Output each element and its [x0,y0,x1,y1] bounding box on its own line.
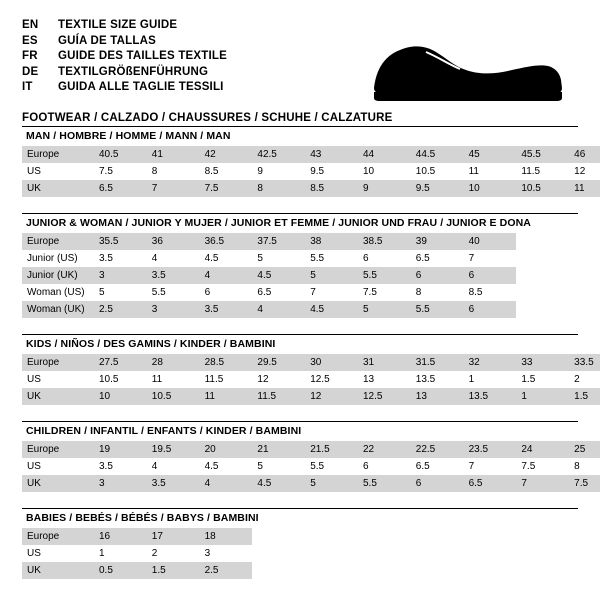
size-cell: 22 [358,441,411,458]
size-cell: 22.5 [411,441,464,458]
language-code: EN [22,19,39,31]
size-cell [252,545,305,562]
size-cell: 8.5 [468,287,483,298]
table-row [22,475,600,492]
section-title: BABIES / BEBÉS / BÉBÉS / BABYS / BAMBINI [22,508,578,528]
table-row [22,233,600,250]
size-cell: 7 [516,475,569,492]
row-label: US [27,548,41,559]
size-cell: 5.5 [151,287,166,298]
size-cell: 5.5 [358,475,411,492]
size-cell: 13.5 [415,374,436,385]
size-cell: 31 [358,354,411,371]
table-row [22,301,600,318]
size-cell: 7.5 [99,166,113,177]
size-cell: 4.5 [252,475,305,492]
size-cell [411,562,464,579]
section-title: JUNIOR & WOMAN / JUNIOR Y MUJER / JUNIOR ET FEMME / JUNIOR UND FRAU / JUNIOR E DONA [22,213,578,233]
size-cell: 21.5 [305,441,358,458]
size-cell [516,284,569,301]
size-cell: 32 [464,354,517,371]
size-cell: 10 [362,166,375,177]
size-cell: 12 [574,166,586,177]
size-cell: 35.5 [94,233,147,250]
size-cell: 7 [310,287,316,298]
size-cell: 45 [464,146,517,163]
size-cell: 11 [569,180,600,197]
size-cell: 3 [204,548,211,559]
size-cell: 9.5 [411,180,464,197]
size-cell: 4.5 [204,253,219,264]
size-cell [305,562,358,579]
section-title: MAN / HOMBRE / HOMME / MANN / MAN [22,126,578,146]
size-table [22,354,600,405]
size-cell: 18 [200,528,253,545]
size-cell: 7.5 [200,180,253,197]
size-cell: 19 [94,441,147,458]
language-code: ES [22,34,38,47]
size-cell: 7.5 [569,475,600,492]
size-cell: 29.5 [252,354,305,371]
size-cell: 9.5 [310,166,325,177]
language-guide-title: GUÍA DE TALLAS [58,34,156,47]
size-cell [569,528,600,545]
size-cell [516,250,569,267]
language-code: FR [22,50,38,62]
size-table [22,441,600,492]
row-label: US [27,461,41,472]
size-cell: 30 [305,354,358,371]
size-cell [569,250,600,267]
row-label: UK [22,475,94,492]
size-cell: 8.5 [204,166,219,177]
size-cell: 2.5 [94,301,147,318]
size-cell [358,528,411,545]
size-cell: 25 [569,441,600,458]
size-cell: 10 [464,180,517,197]
size-cell: 5 [99,287,105,298]
size-cell: 12.5 [310,374,330,385]
table-row [22,371,600,388]
row-label: Europe [22,354,94,371]
language-guide-title: GUIDA ALLE TAGLIE TESSILI [58,81,224,93]
row-label: UK [22,180,94,197]
size-cell: 44 [358,146,411,163]
size-tables [22,126,594,579]
row-label: Woman (US) [27,287,85,298]
row-label: Europe [22,233,94,250]
language-code: DE [22,65,39,78]
size-cell: 24 [516,441,569,458]
size-cell: 5 [257,461,263,472]
table-row [22,441,600,458]
row-label: Europe [22,528,94,545]
size-cell: 13 [411,388,464,405]
size-cell [516,267,569,284]
size-cell: 7.5 [362,287,377,298]
size-cell [305,528,358,545]
size-cell [516,528,569,545]
size-cell: 5.5 [358,267,411,284]
size-section [22,126,586,197]
size-cell: 8 [415,287,422,298]
row-label: US [27,166,41,177]
size-cell [569,545,600,562]
size-cell: 3.5 [200,301,253,318]
size-cell: 46 [569,146,600,163]
section-title: KIDS / NIÑOS / DES GAMINS / KINDER / BAMBINI [22,334,578,354]
size-cell [305,545,358,562]
size-cell [252,562,305,579]
size-cell [516,545,569,562]
size-cell: 7 [468,253,475,264]
size-cell: 7.5 [521,461,536,472]
size-cell: 12.5 [358,388,411,405]
category-title: FOOTWEAR / CALZADO / CHAUSSURES / SCHUHE / CALZATURE [22,111,393,124]
size-cell: 37.5 [252,233,305,250]
table-row [22,146,600,163]
size-cell: 11.5 [204,374,224,385]
size-cell [411,528,464,545]
row-label: Junior (UK) [22,267,94,284]
size-cell: 2 [151,548,158,559]
size-cell: 5.5 [411,301,464,318]
size-cell: 5 [305,267,358,284]
size-cell: 23.5 [464,441,517,458]
language-guide-title: TEXTILGRÖßENFÜHRUNG [58,65,209,78]
size-cell: 6.5 [464,475,517,492]
document-header [22,18,578,124]
size-cell: 41 [147,146,200,163]
language-guide-title: GUIDE DES TAILLES TEXTILE [58,50,227,62]
table-row [22,562,600,579]
size-cell: 40 [464,233,517,250]
size-cell: 4.5 [305,301,358,318]
size-cell: 8.5 [305,180,358,197]
size-cell: 5 [358,301,411,318]
size-cell: 6.5 [415,461,430,472]
size-cell: 10.5 [415,166,436,177]
size-cell: 6 [362,461,369,472]
language-code: IT [22,81,33,93]
table-row [22,180,600,197]
row-label: Junior (US) [27,253,78,264]
size-cell [358,562,411,579]
size-cell: 4 [151,253,158,264]
size-cell: 4 [151,461,158,472]
size-cell: 12 [305,388,358,405]
size-cell: 1.5 [569,388,600,405]
table-row [22,250,600,267]
size-cell: 36.5 [200,233,253,250]
size-section [22,421,589,492]
size-table [22,146,600,197]
table-row [22,528,600,545]
size-cell: 8 [574,461,580,472]
size-cell: 4.5 [252,267,305,284]
size-cell: 33 [516,354,569,371]
size-cell [411,545,464,562]
size-cell [516,233,569,250]
size-cell: 5.5 [310,253,325,264]
size-cell: 36 [147,233,200,250]
size-cell: 11 [468,166,479,177]
size-cell: 6.5 [257,287,272,298]
size-cell: 4.5 [204,461,219,472]
size-cell: 21 [252,441,305,458]
size-cell: 6 [204,287,211,298]
size-cell: 3.5 [147,475,200,492]
size-cell: 10.5 [147,388,200,405]
language-guide-title: TEXTILE SIZE GUIDE [58,19,178,31]
size-table [22,528,600,579]
size-cell: 6 [362,253,369,264]
size-cell: 44.5 [411,146,464,163]
size-cell: 7 [468,461,475,472]
row-label: Europe [22,146,94,163]
size-cell: 1.5 [521,374,536,385]
size-cell: 39 [411,233,464,250]
row-label: Europe [22,441,94,458]
size-cell: 27.5 [94,354,147,371]
size-cell: 1 [516,388,569,405]
size-cell [464,562,517,579]
size-cell [252,528,305,545]
size-cell: 6 [464,301,517,318]
size-cell: 11 [200,388,253,405]
size-cell: 31.5 [411,354,464,371]
size-cell: 42 [200,146,253,163]
size-cell: 11 [151,374,163,385]
size-cell [569,267,600,284]
size-cell: 3 [94,267,147,284]
size-cell: 10.5 [516,180,569,197]
size-cell: 6.5 [94,180,147,197]
size-cell: 42.5 [252,146,305,163]
size-cell: 4 [200,475,253,492]
size-cell: 6 [464,267,517,284]
row-label: UK [22,388,94,405]
size-cell: 3 [94,475,147,492]
size-table [22,233,600,318]
size-cell: 6.5 [415,253,430,264]
dress-shoe-icon [366,30,566,108]
size-cell [569,562,600,579]
size-cell: 28 [147,354,200,371]
size-cell: 38 [305,233,358,250]
size-cell [569,301,600,318]
size-cell: 38.5 [358,233,411,250]
size-cell: 3.5 [147,267,200,284]
size-cell: 28.5 [200,354,253,371]
size-cell: 4 [200,267,253,284]
size-section [22,508,578,579]
size-cell: 13 [362,374,375,385]
size-cell: 9 [358,180,411,197]
size-cell: 8 [151,166,158,177]
size-cell: 3.5 [99,461,113,472]
size-cell: 5.5 [310,461,325,472]
size-cell: 6 [411,475,464,492]
size-cell: 10.5 [99,374,119,385]
size-cell: 33.5 [569,354,600,371]
table-row [22,388,600,405]
table-row [22,284,600,301]
section-title: CHILDREN / INFANTIL / ENFANTS / KINDER / BAMBINI [22,421,578,441]
size-cell: 5 [257,253,263,264]
size-cell: 2 [574,374,580,385]
size-cell: 10 [94,388,147,405]
size-cell: 45.5 [516,146,569,163]
size-cell: 8 [252,180,305,197]
size-cell: 1.5 [147,562,200,579]
row-label: UK [22,562,94,579]
size-cell: 43 [305,146,358,163]
size-cell [516,301,569,318]
size-cell: 3 [147,301,200,318]
size-cell: 3.5 [99,253,113,264]
size-cell: 11.5 [252,388,305,405]
size-cell [516,562,569,579]
size-section [22,334,594,405]
size-section [22,213,578,318]
table-row [22,354,600,371]
size-cell: 17 [147,528,200,545]
size-cell [569,233,600,250]
size-cell: 16 [94,528,147,545]
row-label: Woman (UK) [22,301,94,318]
table-row [22,545,600,562]
size-cell: 9 [257,166,263,177]
table-row [22,458,600,475]
size-cell [358,545,411,562]
size-cell: 7 [147,180,200,197]
size-cell [464,528,517,545]
size-cell: 12 [257,374,269,385]
size-cell: 4 [252,301,305,318]
size-cell: 13.5 [464,388,517,405]
size-cell: 0.5 [94,562,147,579]
size-cell: 1 [468,374,475,385]
table-row [22,163,600,180]
row-label: US [27,374,41,385]
size-cell: 40.5 [94,146,147,163]
size-cell [464,545,517,562]
size-cell: 19.5 [147,441,200,458]
size-cell: 5 [305,475,358,492]
size-cell: 6 [411,267,464,284]
size-cell: 2.5 [200,562,253,579]
table-row [22,267,600,284]
size-cell [569,284,600,301]
size-cell: 1 [99,548,105,559]
size-cell: 20 [200,441,253,458]
size-cell: 11.5 [521,166,541,177]
